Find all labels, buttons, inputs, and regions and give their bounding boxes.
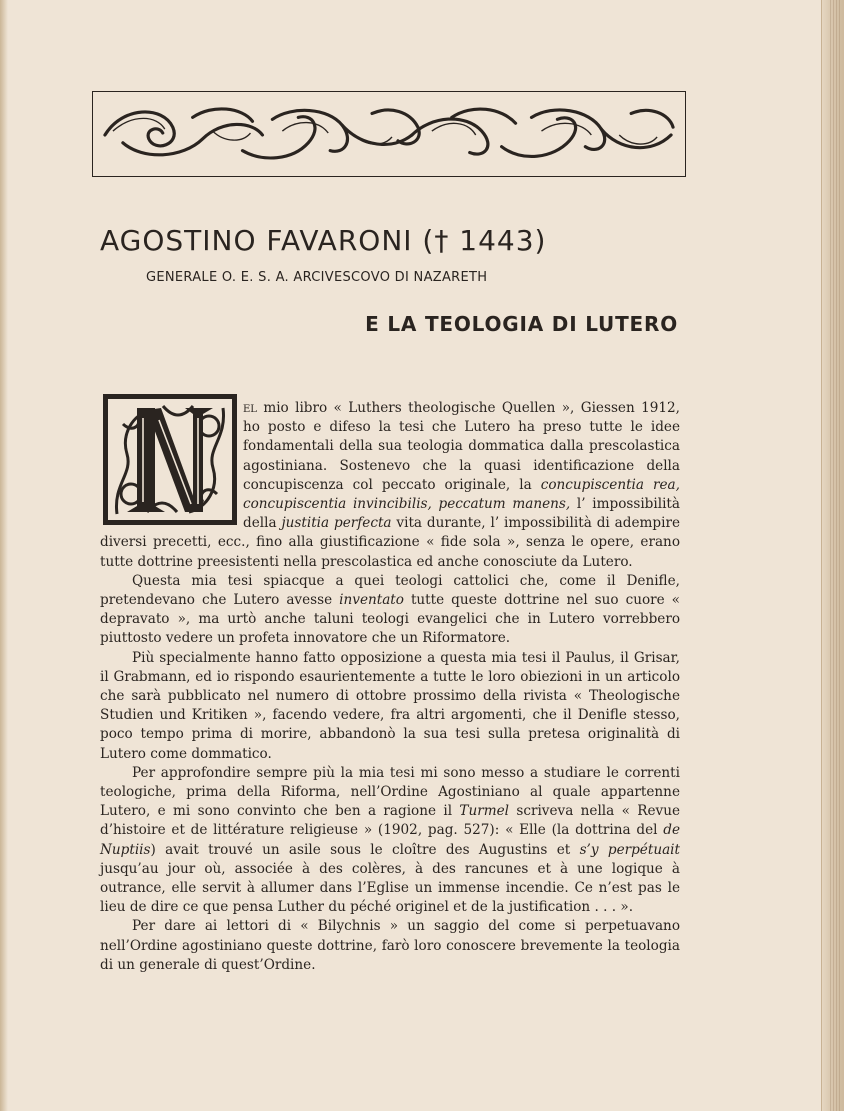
- ornamental-headpiece-icon: [92, 91, 686, 177]
- paragraph-1-italic-b: justitia perfecta: [281, 515, 392, 532]
- paragraph-2-text-b: tutte queste dottrine nel suo cuore « depravato », ma urtò anche taluni teologi evangelici che in Lutero vorrebbero piuttosto vedere un profeta innovatore che un Riformatore.: [100, 592, 680, 647]
- paragraph-2-text-a: Questa mia tesi spiacque a quei teologi cattolici che, come il Denifle, pretendevano che Lutero avesse: [100, 572, 680, 609]
- dropcap-space: [100, 394, 243, 527]
- dropcap-continuation: el: [243, 400, 257, 416]
- paragraph-2: [100, 572, 680, 649]
- paragraph-4-text-d: jusqu’au jour où, associée à des colères, à des rancunes et à une logique à outrance, elle servit à allumer dans l’Eglise un immense incendie. Ce n’est pas le lieu de dire ce que pensa Luther du péché originel et de la justification . . . ».: [100, 860, 680, 916]
- paragraph-1-italic-a: concupiscentia rea, concupiscentia invincibilis, peccatum manens,: [243, 476, 680, 513]
- paragraph-4-text-b: scriveva nella « Revue d’histoire et de littérature religieuse » (1902, pag. 527): « Elle (la dottrina del: [100, 803, 681, 839]
- paragraph-4-italic-c: s’y perpétuait: [579, 841, 680, 858]
- article-title: AGOSTINO FAVARONI († 1443): [100, 224, 547, 257]
- paragraph-1-text-b: l’ impossibilità della: [243, 496, 680, 532]
- page-right-edge: [821, 0, 844, 1111]
- article-body: [100, 399, 680, 975]
- paragraph-3: Più specialmente hanno fatto opposizione a questa mia tesi il Paulus, il Grisar, il Grabmann, ed io rispondo esaurientemente a tutte le loro obiezioni in un articolo che sarà pubblicato nel numero di ottobre prossimo della rivista « Theologische Studien und Kritiken », facendo vedere, fra altri argomenti, che il Denifle stesso, poco tempo prima di morire, abbandonò la sua tesi sulla pretesa originalità di Lutero come dommatico.: [100, 649, 680, 762]
- paragraph-4-text-c: ) avait trouvé un asile sous le cloître des Augustins et: [150, 841, 580, 858]
- paragraph-2-italic-a: inventato: [339, 592, 404, 609]
- paragraph-4: [100, 764, 680, 918]
- paragraph-1-text-c: vita durante, l’ impossibilità di adempire diversi precetti, ecc., fino alla giustificazione « fide sola », senza le opere, erano tutte dottrine preesistenti nella prescolastica ed anche conosciute da Lutero.: [100, 515, 680, 570]
- paragraph-4-italic-a: Turmel: [459, 803, 510, 820]
- article-heading: E LA TEOLOGIA DI LUTERO: [365, 312, 678, 336]
- author-subtitle: GENERALE O. E. S. A. ARCIVESCOVO DI NAZARETH: [146, 270, 488, 285]
- paragraph-4-text-a: Per approfondire sempre più la mia tesi mi sono messo a studiare le correnti teologiche, prima della Riforma, nell’Ordine Agostiniano al quale appartenne Lutero, e mi sono convinto che ben a ragione il: [100, 764, 680, 820]
- paragraph-5: Per dare ai lettori di « Bilychnis » un saggio del come si perpetuavano nell’Ordine agostiniano queste dottrine, farò loro conoscere brevemente la teologia di un generale di quest’Ordine.: [100, 918, 680, 973]
- page-left-edge: [0, 0, 8, 1111]
- paragraph-1-text-a: mio libro « Luthers theologische Quellen », Giessen 1912, ho posto e difeso la tesi che Lutero ha preso tutte le idee fondamentali della sua teologia dommatica dalla prescolastica agostiniana. Sostenevo che la quasi identificazione della concupiscenza col peccato originale, la: [243, 400, 680, 493]
- paragraph-4-italic-b: de Nuptiis: [100, 822, 680, 858]
- paragraph-1: [100, 399, 680, 572]
